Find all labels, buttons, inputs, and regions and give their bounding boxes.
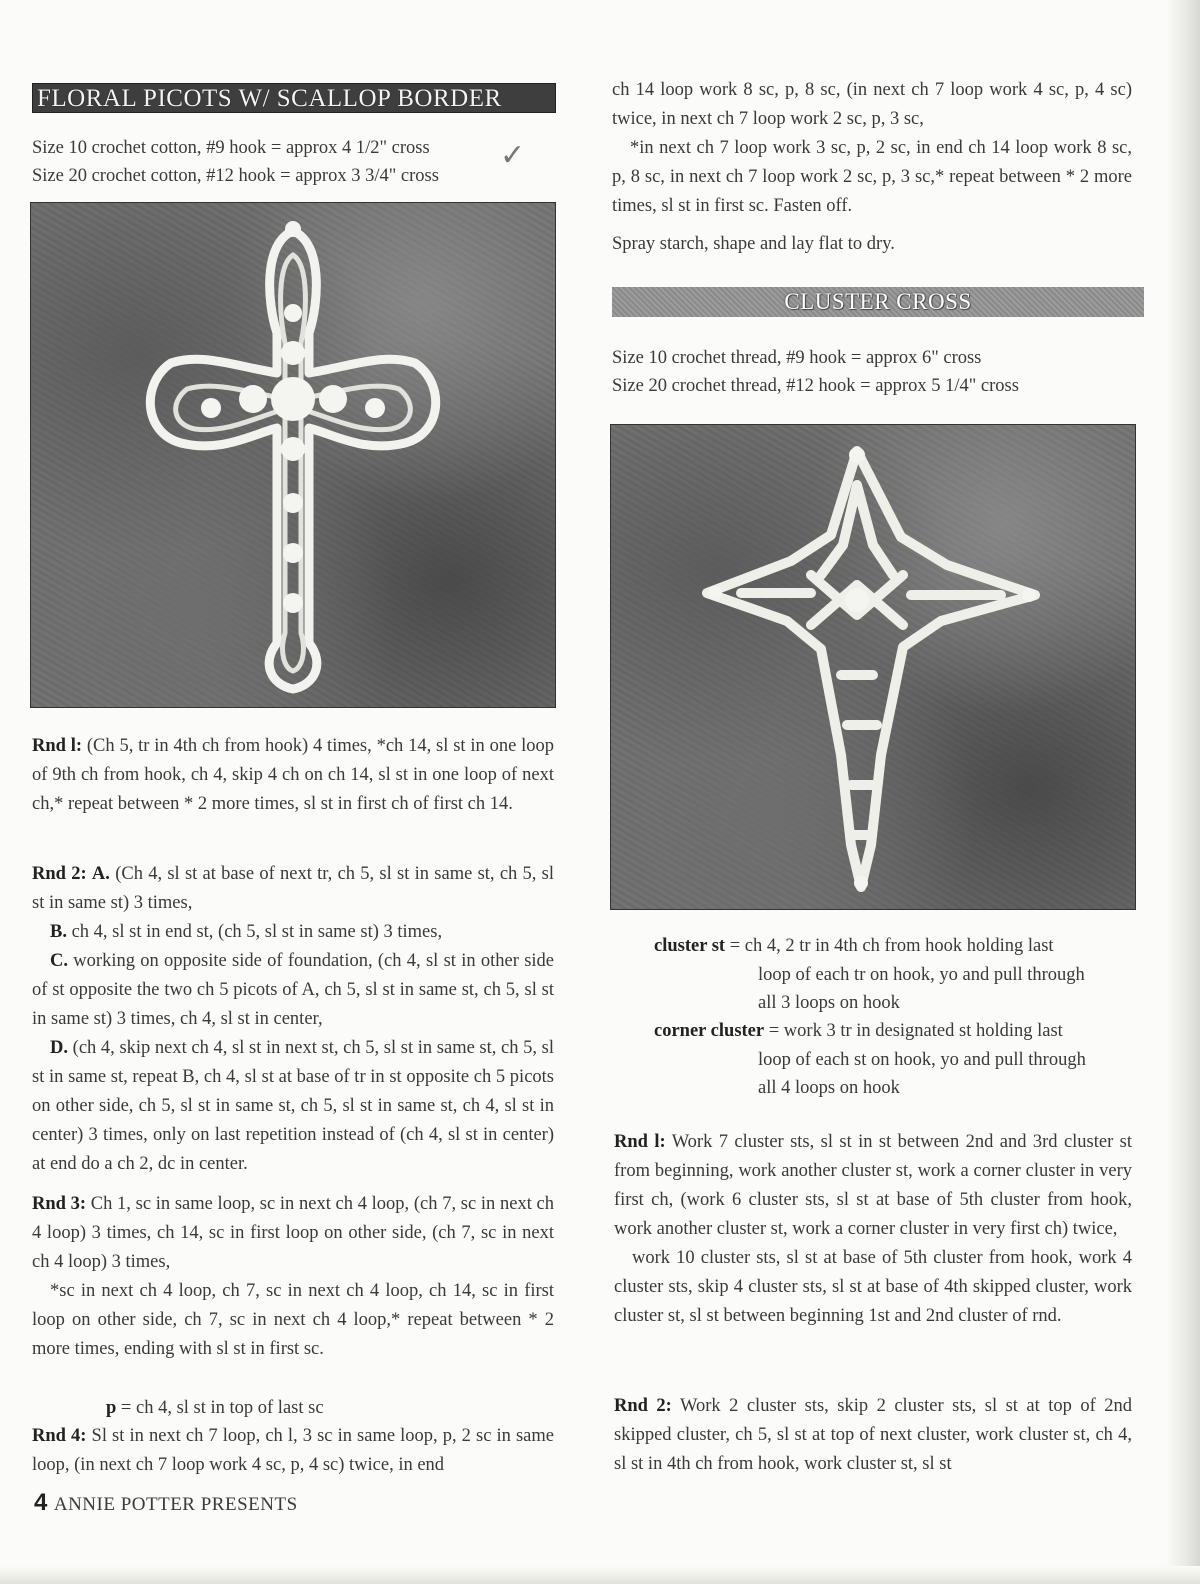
floral-rnd2-d-label: D.: [50, 1038, 68, 1058]
check-mark-icon: ✓: [500, 139, 526, 172]
cluster-st-definition: [654, 932, 1144, 1018]
cluster-rnd2: [614, 1392, 1132, 1479]
floral-size-10: Size 10 crochet cotton, #9 hook = approx 4 1/2" cross: [32, 138, 430, 158]
floral-cross-illustration: [31, 203, 555, 707]
picot-definition-text: = ch 4, sl st in top of last sc: [120, 1398, 324, 1418]
cluster-rnd1: [614, 1128, 1132, 1331]
picot-definition: [106, 1394, 324, 1422]
cluster-rnd1-text: Work 7 cluster sts, sl st in st between 2nd and 3rd cluster st from beginning, work another cluster st, work a corner cluster in very first ch, (work 6 cluster sts, sl st at base of 5th cluster from hook, work another cluster st, work a corner cluster in very first ch) twice,: [614, 1132, 1132, 1239]
cluster-cross-illustration: [611, 425, 1135, 909]
picot-term: p: [106, 1398, 117, 1418]
corner-cluster-term: corner cluster: [654, 1021, 765, 1041]
corner-cluster-def-line1: = work 3 tr in designated st holding last: [768, 1021, 1063, 1041]
cluster-rnd2-label: Rnd 2:: [614, 1396, 672, 1416]
floral-rnd2-b-label: B.: [50, 922, 67, 942]
corner-cluster-definition: [654, 1017, 1144, 1103]
page-bottom-edge: [0, 1566, 1200, 1584]
cluster-section-title: CLUSTER CROSS: [612, 287, 1144, 317]
floral-rnd4: [32, 1422, 554, 1480]
page-right-edge: [1166, 0, 1200, 1584]
corner-cluster-def-line3: all 4 loops on hook: [758, 1078, 900, 1098]
floral-rnd2-d-text: (ch 4, skip next ch 4, sl st in next st, ch 5, sl st in same st, ch 5, sl st in same st, repeat B, ch 4, sl st at base of tr in st opposite ch 5 picots on other side, ch 5, sl st in same st, ch 5, sl st in same st, ch 4, sl st in center) 3 times, only on last repetition instead of (ch 4, sl st in center) at end do a ch 2, dc in center.: [32, 1038, 555, 1174]
floral-rnd2-a-text: (Ch 4, sl st at base of next tr, ch 5, sl st in same st, ch 5, sl st in same st) 3 times,: [32, 864, 555, 913]
floral-rnd1-text: (Ch 5, tr in 4th ch from hook) 4 times, *ch 14, sl st in one loop of 9th ch from hook, ch 4, skip 4 ch on ch 14, sl st in one loop of next ch,* repeat between * 2 more times, sl st in first ch of first ch 14.: [32, 736, 555, 814]
floral-rnd4-repeat-text: *in next ch 7 loop work 3 sc, p, 2 sc, in end ch 14 loop work 8 sc, p, 8 sc, in next ch 7 loop work 2 sc, p, 3 sc,* repeat between * 2 more times, sl st in first sc. Fasten off.: [612, 138, 1132, 216]
floral-rnd3-label: Rnd 3:: [32, 1194, 87, 1214]
cluster-st-def-line1: = ch 4, 2 tr in 4th ch from hook holding last: [729, 936, 1054, 956]
floral-rnd4-continued: [612, 76, 1132, 221]
cluster-rnd1-label: Rnd l:: [614, 1132, 666, 1152]
floral-rnd1-label: Rnd l:: [32, 736, 83, 756]
floral-rnd4-label: Rnd 4:: [32, 1426, 87, 1446]
cluster-size-20: Size 20 crochet thread, #12 hook = approx 5 1/4" cross: [612, 376, 1019, 396]
floral-rnd2-c-text: working on opposite side of foundation, (ch 4, sl st in other side of st opposite the two ch 5 picots of A, ch 5, sl st in same st, ch 5, sl st in same st) 3 times, ch 4, sl st in center,: [32, 951, 555, 1029]
cluster-rnd1-continued-text: work 10 cluster sts, sl st at base of 5th cluster from hook, work 4 cluster sts, skip 4 cluster sts, sl st at base of 4th skipped cluster, work cluster st, sl st between beginning 1st and 2nd cluster of rnd.: [614, 1248, 1132, 1326]
page-footer: [34, 1489, 298, 1517]
corner-cluster-def-line2: loop of each st on hook, yo and pull through: [758, 1049, 1086, 1070]
floral-section-title: FLORAL PICOTS W/ SCALLOP BORDER: [32, 83, 556, 113]
floral-rnd3: [32, 1190, 554, 1364]
floral-finish: Spray starch, shape and lay flat to dry.: [612, 234, 895, 254]
floral-rnd2-a-label: A.: [91, 864, 110, 884]
page-number: 4: [34, 1489, 48, 1516]
floral-rnd2: [32, 860, 554, 1179]
publication-name: ANNIE POTTER PRESENTS: [53, 1494, 298, 1515]
cluster-st-term: cluster st: [654, 936, 726, 956]
cluster-st-def-line3: all 3 loops on hook: [758, 993, 900, 1013]
floral-rnd3-text: Ch 1, sc in same loop, sc in next ch 4 loop, (ch 7, sc in next ch 4 loop) 3 times, ch 14, sc in first loop on other side, (ch 7, sc in next ch 4 loop) 3 times,: [32, 1194, 554, 1272]
cluster-st-def-line2: loop of each tr on hook, yo and pull through: [758, 964, 1085, 985]
floral-rnd4-cont-text: ch 14 loop work 8 sc, p, 8 sc, (in next ch 7 loop work 4 sc, p, 4 sc) twice, in next ch 7 loop work 2 sc, p, 3 sc,: [612, 80, 1132, 129]
floral-size-20: Size 20 crochet cotton, #12 hook = approx 3 3/4" cross: [32, 166, 439, 186]
cluster-cross-photo: [610, 424, 1136, 910]
floral-rnd2-c-label: C.: [50, 951, 68, 971]
cluster-rnd2-text: Work 2 cluster sts, skip 2 cluster sts, sl st at top of 2nd skipped cluster, ch 5, sl st at top of next cluster, work cluster st, ch 4, sl st in 4th ch from hook, work cluster st, sl st: [614, 1396, 1133, 1474]
floral-rnd4-text: Sl st in next ch 7 loop, ch l, 3 sc in same loop, p, 2 sc in same loop, (in next ch 7 loop work 4 sc, p, 4 sc) twice, in end: [32, 1426, 554, 1475]
floral-rnd2-b-text: ch 4, sl st in end st, (ch 5, sl st in same st) 3 times,: [71, 922, 443, 942]
floral-rnd2-label: Rnd 2:: [32, 864, 87, 884]
cluster-size-10: Size 10 crochet thread, #9 hook = approx 6" cross: [612, 348, 982, 368]
floral-rnd1: [32, 732, 554, 819]
floral-rnd3-repeat-text: *sc in next ch 4 loop, ch 7, sc in next ch 4 loop, ch 14, sc in first loop on other side, ch 7, sc in next ch 4 loop,* repeat between * 2 more times, ending with sl st in first sc.: [32, 1281, 554, 1359]
floral-cross-photo: [30, 202, 556, 708]
